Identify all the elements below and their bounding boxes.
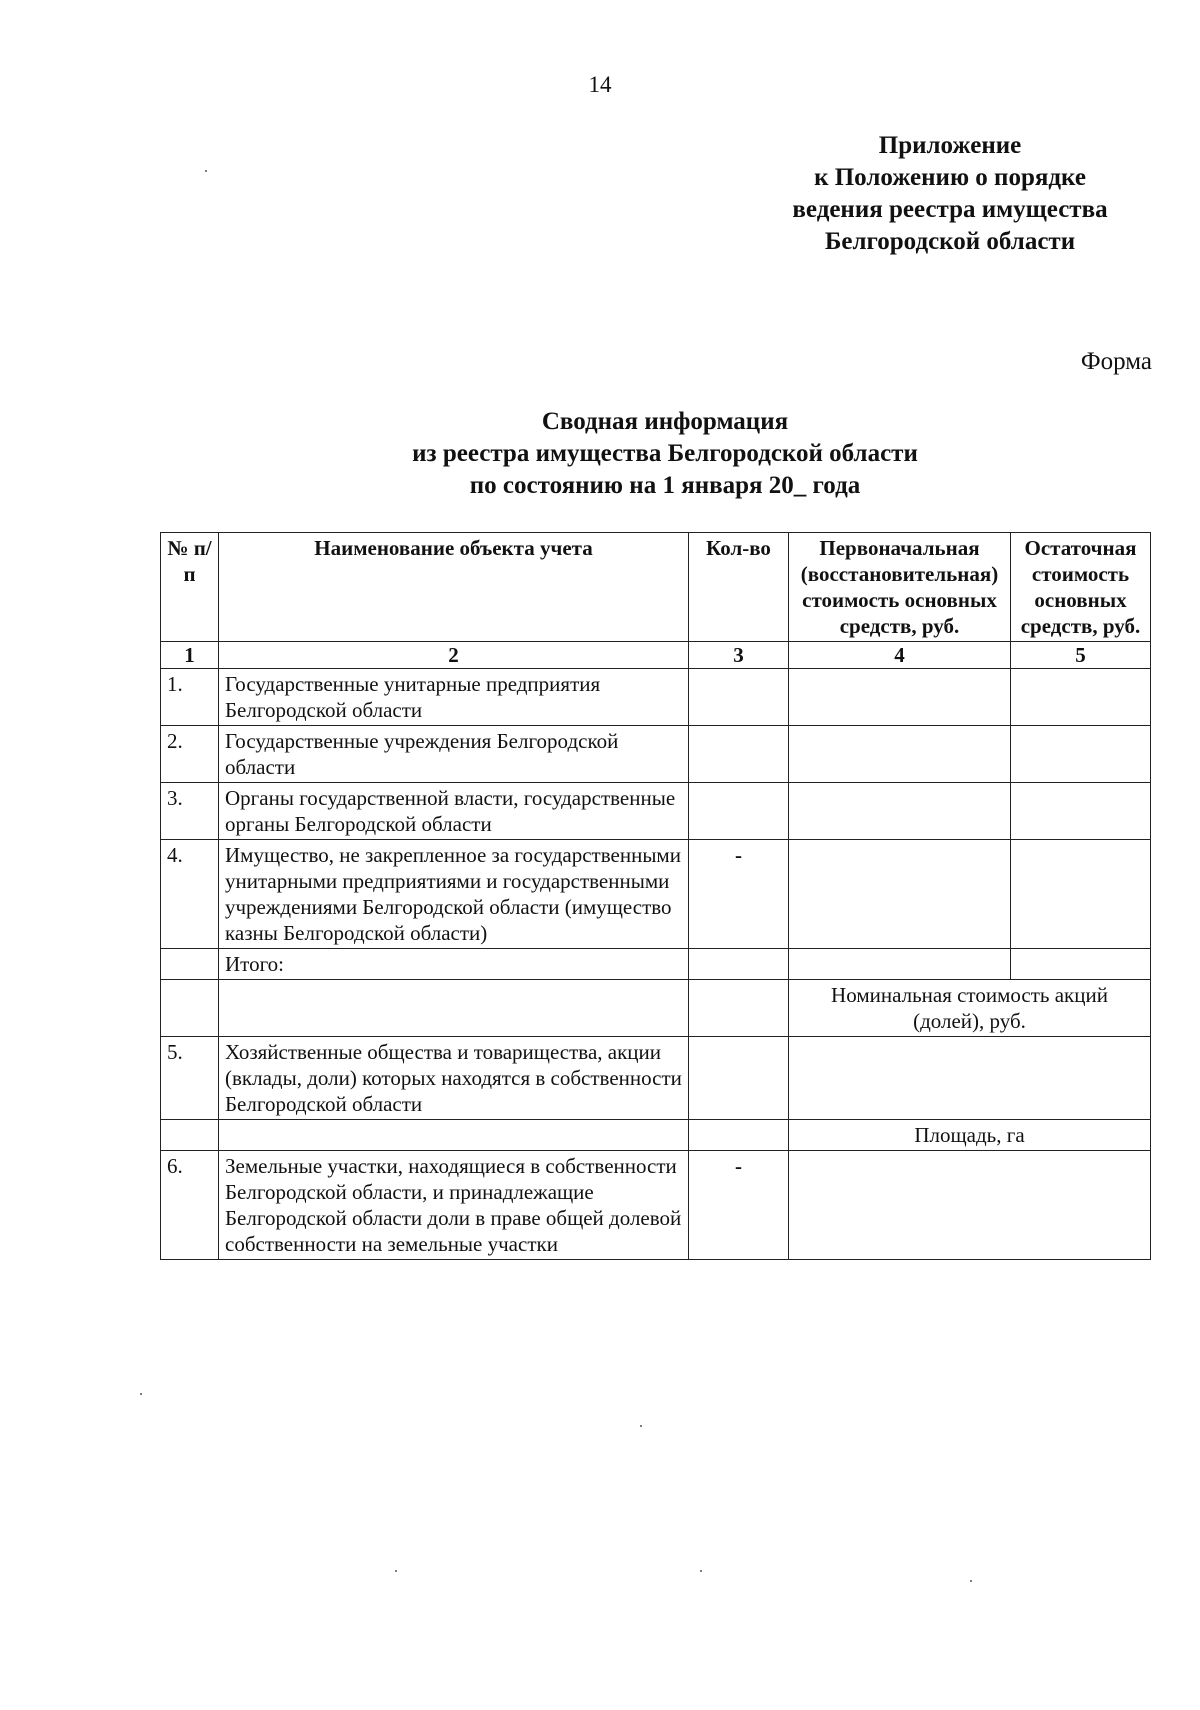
row-initial-cost bbox=[789, 726, 1011, 783]
scan-speck bbox=[395, 1570, 397, 1572]
header-num: № п/п bbox=[161, 533, 219, 642]
table-row bbox=[161, 840, 1151, 949]
row-initial-cost bbox=[789, 669, 1011, 726]
row-num: 1. bbox=[161, 669, 219, 726]
row-initial-cost bbox=[789, 840, 1011, 949]
title-line-2: из реестра имущества Белгородской области bbox=[412, 440, 918, 467]
scan-speck bbox=[140, 1393, 142, 1395]
table-header-row bbox=[161, 533, 1151, 642]
row-residual-cost bbox=[1011, 669, 1151, 726]
row-qty: - bbox=[689, 840, 789, 949]
shares-empty-name bbox=[219, 980, 689, 1037]
appendix-header bbox=[740, 130, 1160, 258]
area-empty-name bbox=[219, 1120, 689, 1151]
row-num: 3. bbox=[161, 783, 219, 840]
table-row bbox=[161, 1151, 1151, 1260]
col-number-2: 2 bbox=[219, 642, 689, 669]
row-name: Органы государственной власти, государственные органы Белгородской области bbox=[219, 783, 689, 840]
col-number-3: 3 bbox=[689, 642, 789, 669]
appendix-line-1: Приложение bbox=[878, 132, 1022, 159]
header-qty: Кол-во bbox=[689, 533, 789, 642]
row-name: Земельные участки, находящиеся в собственности Белгородской области, и принадлежащие Белгородской области доли в праве общей долевой собственности на земельные участки bbox=[219, 1151, 689, 1260]
header-name: Наименование объекта учета bbox=[219, 533, 689, 642]
row-qty bbox=[689, 1037, 789, 1120]
area-empty-num bbox=[161, 1120, 219, 1151]
total-row bbox=[161, 949, 1151, 980]
shares-header: Номинальная стоимость акций (долей), руб. bbox=[789, 980, 1151, 1037]
shares-empty-qty bbox=[689, 980, 789, 1037]
row-qty bbox=[689, 669, 789, 726]
row-num: 2. bbox=[161, 726, 219, 783]
total-label: Итого: bbox=[219, 949, 689, 980]
total-num bbox=[161, 949, 219, 980]
appendix-line-4: Белгородской области bbox=[824, 228, 1076, 255]
header-initial-cost: Первоначальная (восстановительная) стоимость основных средств, руб. bbox=[789, 533, 1011, 642]
shares-empty-num bbox=[161, 980, 219, 1037]
row-num: 5. bbox=[161, 1037, 219, 1120]
row-area-value bbox=[789, 1151, 1151, 1260]
row-name: Государственные унитарные предприятия Белгородской области bbox=[219, 669, 689, 726]
area-empty-qty bbox=[689, 1120, 789, 1151]
scan-speck bbox=[970, 1580, 972, 1582]
row-num: 4. bbox=[161, 840, 219, 949]
row-residual-cost bbox=[1011, 726, 1151, 783]
document-title bbox=[0, 406, 1200, 502]
appendix-line-3: ведения реестра имущества bbox=[792, 196, 1108, 223]
scan-speck bbox=[700, 1570, 702, 1572]
shares-header-row bbox=[161, 980, 1151, 1037]
total-residual-cost bbox=[1011, 949, 1151, 980]
row-initial-cost bbox=[789, 783, 1011, 840]
registry-summary-table bbox=[160, 532, 1151, 1260]
row-shares-value bbox=[789, 1037, 1151, 1120]
row-qty bbox=[689, 783, 789, 840]
col-number-5: 5 bbox=[1011, 642, 1151, 669]
total-qty bbox=[689, 949, 789, 980]
row-name: Имущество, не закрепленное за государственными унитарными предприятиями и государственными учреждениями Белгородской области (имущество казны Белгородской области) bbox=[219, 840, 689, 949]
form-label: Форма bbox=[1080, 348, 1152, 375]
total-initial-cost bbox=[789, 949, 1011, 980]
area-header: Площадь, га bbox=[789, 1120, 1151, 1151]
table-row bbox=[161, 1037, 1151, 1120]
row-residual-cost bbox=[1011, 840, 1151, 949]
scan-speck bbox=[205, 170, 207, 172]
appendix-line-2: к Положению о порядке bbox=[814, 164, 1086, 191]
row-name: Государственные учреждения Белгородской области bbox=[219, 726, 689, 783]
table-row bbox=[161, 783, 1151, 840]
row-qty bbox=[689, 726, 789, 783]
area-header-row bbox=[161, 1120, 1151, 1151]
row-qty: - bbox=[689, 1151, 789, 1260]
title-line-1: Сводная информация bbox=[541, 408, 789, 435]
page-number: 14 bbox=[588, 72, 612, 97]
row-residual-cost bbox=[1011, 783, 1151, 840]
row-name: Хозяйственные общества и товарищества, акции (вклады, доли) которых находятся в собственности Белгородской области bbox=[219, 1037, 689, 1120]
column-number-row bbox=[161, 642, 1151, 669]
table-row bbox=[161, 726, 1151, 783]
row-num: 6. bbox=[161, 1151, 219, 1260]
header-residual-cost: Остаточная стоимость основных средств, руб. bbox=[1011, 533, 1151, 642]
title-line-3: по состоянию на 1 января 20_ года bbox=[469, 472, 861, 499]
scan-speck bbox=[640, 1425, 642, 1427]
table-row bbox=[161, 669, 1151, 726]
col-number-4: 4 bbox=[789, 642, 1011, 669]
col-number-1: 1 bbox=[161, 642, 219, 669]
